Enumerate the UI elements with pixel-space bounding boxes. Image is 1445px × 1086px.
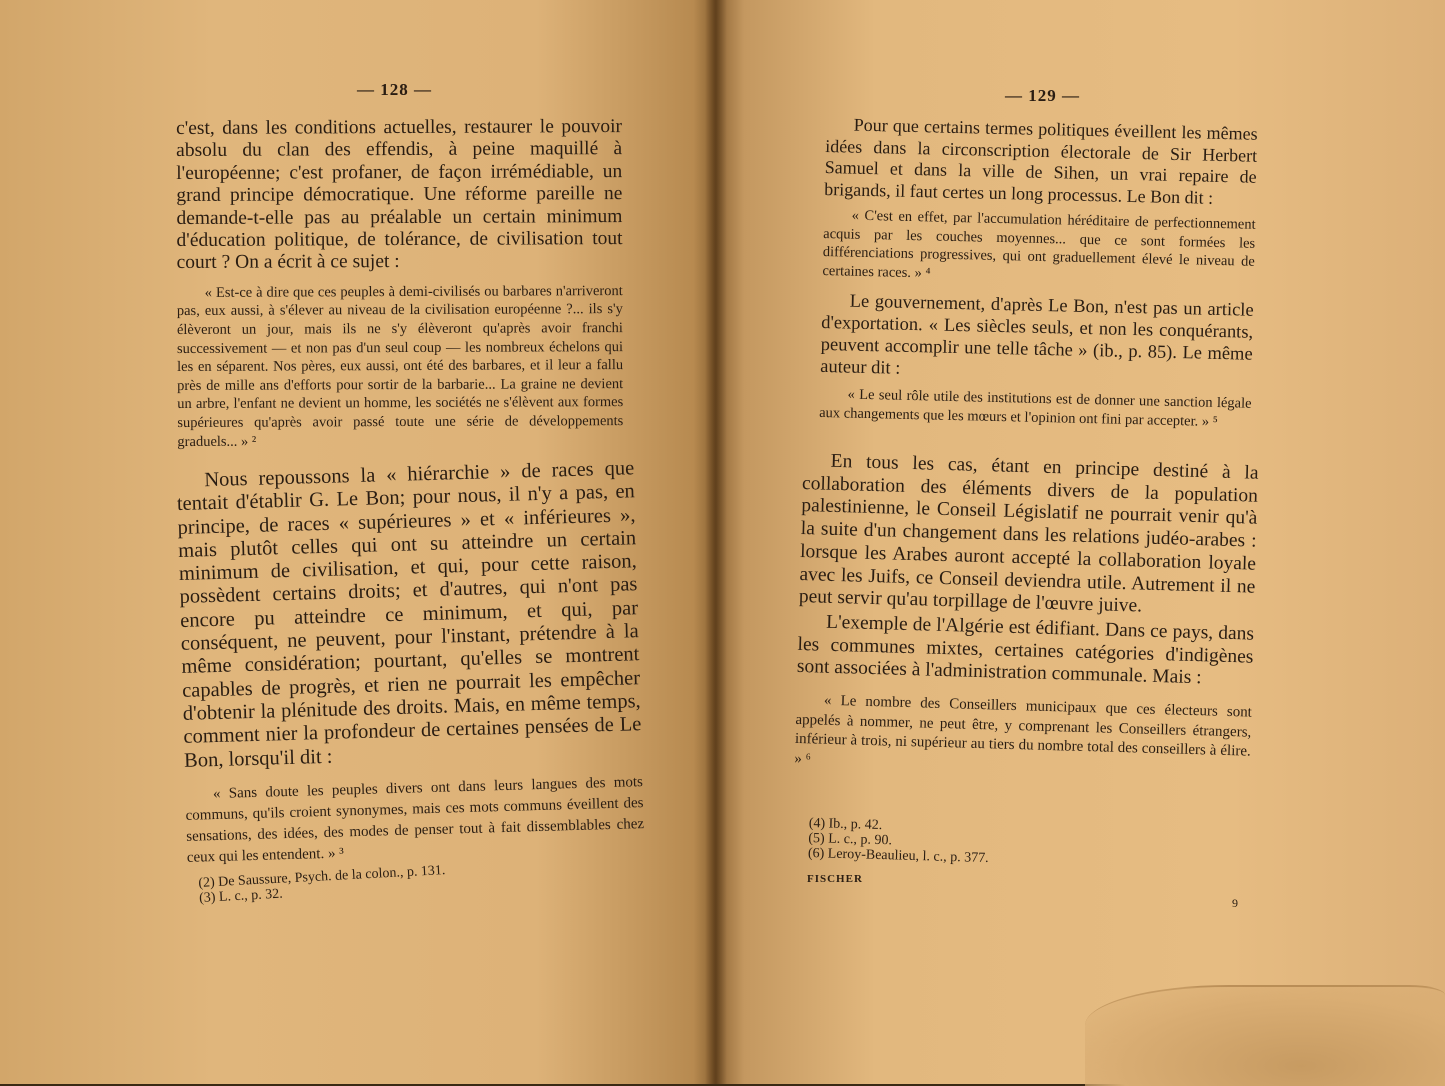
sheet-mark: 9 bbox=[1232, 896, 1238, 910]
block-quote: « C'est en effet, par l'accumulation héréditaire de perfectionnement acquis par les couches moyennes... que ce sont formées les différenciations progressives, qui ont graduellement élevé le niveau de certaines races. » ⁴ bbox=[822, 207, 1256, 282]
block-quote: « Le seul rôle utile des institutions est de donner une sanction légale aux changements que les mœurs et l'opinion ont fini par accepter. » ⁵ bbox=[819, 386, 1252, 430]
footnote: (2) De Saussure, Psych. de la colon., p. 131. bbox=[198, 863, 446, 891]
page-number: — 129 — bbox=[1005, 86, 1080, 105]
paper-damage bbox=[1085, 985, 1445, 1086]
left-text-middle bbox=[176, 457, 645, 868]
book-gutter bbox=[705, 0, 727, 1084]
footnote: (3) L. c., p. 32. bbox=[198, 886, 284, 906]
paragraph: L'exemple de l'Algérie est édifiant. Dans ce pays, dans les communes mixtes, certaines catégories d'indigènes sont associées à l'administration communale. Mais : bbox=[796, 611, 1255, 689]
paragraph: c'est, dans les conditions actuelles, restaurer le pouvoir absolu du clan des effendis, à peine maquillé à l'européenne; c'est profaner, de façon irrémédiable, un grand principe démocratique. Une réforme pareille ne demande-t-elle pas au préalable un certain minimum d'éducation politique, de tolérance, de civilisation tout court ? On a écrit à ce sujet : bbox=[176, 116, 623, 274]
right-text-top bbox=[819, 114, 1258, 432]
footnote: (5) L. c., p. 90. bbox=[808, 830, 893, 849]
footnote: (4) Ib., p. 42. bbox=[808, 816, 883, 834]
paragraph: Nous repoussons la « hiérarchie » de races que tentait d'établir G. Le Bon; pour nous, il n'y a pas, en principe, de races « supérieures » et « inférieures », mais plutôt celles qui ont su atteindre un certain minimum de civilisation, et qui, pour cette raison, possèdent certains droits; et d'autres, qui n'ont pas encore pu atteindre ce minimum, et qui, par conséquent, ne peuvent, pour l'instant, prétendre à la même considération; pourtant, qu'elles se montrent capables de progrès, et rien ne pourrait les empêcher d'obtenir la plénitude des droits. Mais, en même temps, comment nier la profondeur de certaines pensées de Le Bon, lorsqu'il dit : bbox=[176, 457, 642, 772]
paragraph: Pour que certains termes politiques éveillent les mêmes idées dans la circonscription électorale de Sir Herbert Samuel et dans la ville de Sihen, un vrai repaire de brigands, il faut certes un long processus. Le Bon dit : bbox=[824, 114, 1258, 208]
block-quote: « Sans doute les peuples divers ont dans leurs langues des mots communs, qu'ils croient synonymes, mais ces mots communs éveillent des sensations, des idées, des modes de penser tout à fait dissemblables chez ceux qui les entendent. » ³ bbox=[185, 773, 645, 866]
paragraph: Le gouvernement, d'après Le Bon, n'est pas un article d'exportation. « Les siècles seuls, et non les conquérants, peuvent accomplir une telle tâche » (ib., p. 85). Le même auteur dit : bbox=[820, 291, 1254, 380]
right-text-middle bbox=[794, 450, 1259, 782]
block-quote: « Le nombre des Conseillers municipaux que ces électeurs sont appelés à nommer, ne peut être, y comprenant les Conseillers étrangers, inférieur à trois, ni supérieur au tiers du nombre total des conseillers à élire. » ⁶ bbox=[794, 692, 1253, 767]
left-text-top bbox=[176, 116, 623, 451]
footnote: (6) Leroy-Beaulieu, l. c., p. 377. bbox=[807, 845, 989, 867]
block-quote: « Est-ce à dire que ces peuples à demi-civilisés ou barbares n'arriveront pas, eux aussi, à s'élever au niveau de la civilisation européenne ?... ils s'y élèveront un jour, mais ils ne s'y élèveront qu'après avoir franchi successivement — et non pas d'un seul coup — les nombreux échelons qui les en séparent. Nos pères, eux aussi, ont été des barbares, et il leur a fallu près de mille ans d'efforts pour sortir de la barbarie... La graine ne devient un arbre, l'enfant ne devient un homme, les sociétés ne s'élèvent aux formes supérieures qu'après avoir passé toute une série de développements graduels... » ² bbox=[176, 282, 624, 450]
footnotes bbox=[808, 816, 1139, 870]
left-page bbox=[0, 0, 715, 1084]
page-number: — 128 — bbox=[357, 80, 432, 99]
printer-signature: FISCHER bbox=[807, 873, 863, 885]
right-page bbox=[715, 0, 1445, 1084]
paragraph: En tous les cas, étant en principe destiné à la collaboration des éléments divers de la population palestinienne, le Conseil Législatif ne pourrait venir qu'à la suite d'un changement dans les relations judéo-arabes : lorsque les Arabes auront accepté la collaboration loyale avec les Juifs, ce Conseil deviendra utile. Autrement il ne peut servir qu'au torpillage de l'œuvre juive. bbox=[798, 450, 1259, 617]
